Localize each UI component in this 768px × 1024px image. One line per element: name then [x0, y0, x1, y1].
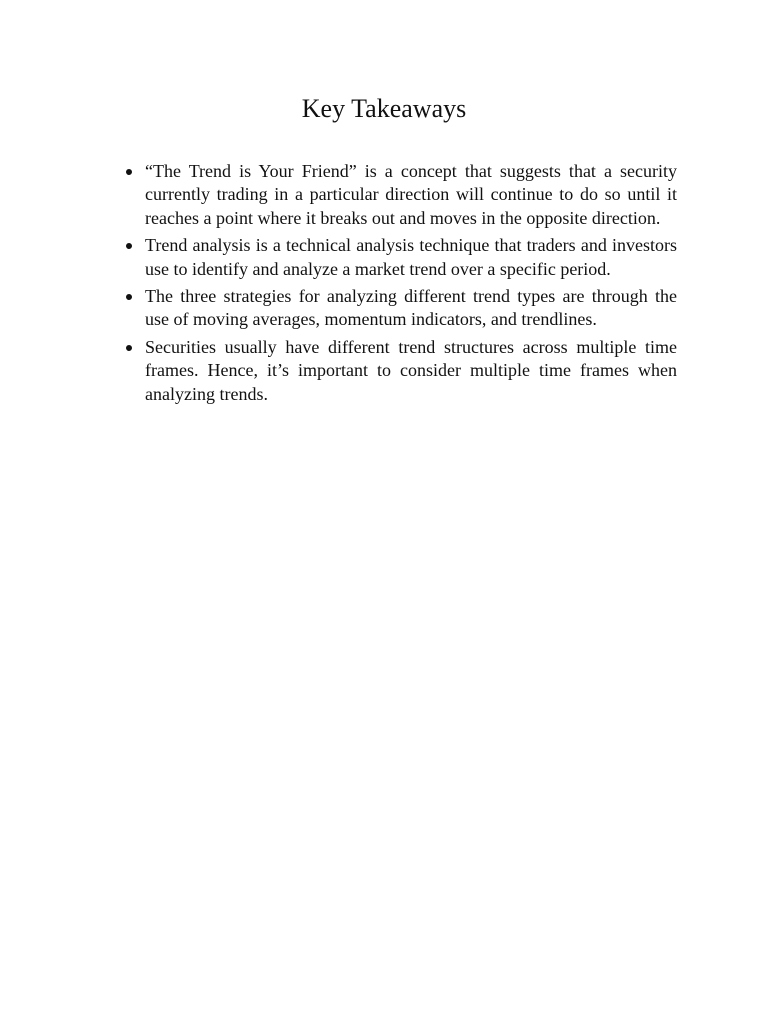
list-item [145, 160, 677, 230]
takeaway-text: “The Trend is Your Friend” is a concept that suggests that a security currently trading in a particular direction will continue to do so until it reaches a point where it breaks out and moves in the opposite direction. [145, 161, 677, 228]
bullet-icon [126, 169, 132, 175]
takeaway-text: The three strategies for analyzing different trend types are through the use of moving averages, momentum indicators, and trendlines. [145, 286, 677, 330]
takeaways-list [145, 160, 677, 410]
bullet-icon [126, 294, 132, 300]
list-item [145, 285, 677, 332]
page-title: Key Takeaways [301, 94, 467, 123]
takeaway-text: Securities usually have different trend structures across multiple time frames. Hence, it’s important to consider multiple time frames when analyzing trends. [145, 336, 677, 404]
list-item [145, 234, 677, 281]
bullet-icon [126, 243, 132, 249]
bullet-icon [126, 345, 132, 351]
list-item [145, 336, 677, 406]
takeaway-text: Trend analysis is a technical analysis technique that traders and investors use to identify and analyze a market trend over a specific period. [145, 235, 677, 279]
